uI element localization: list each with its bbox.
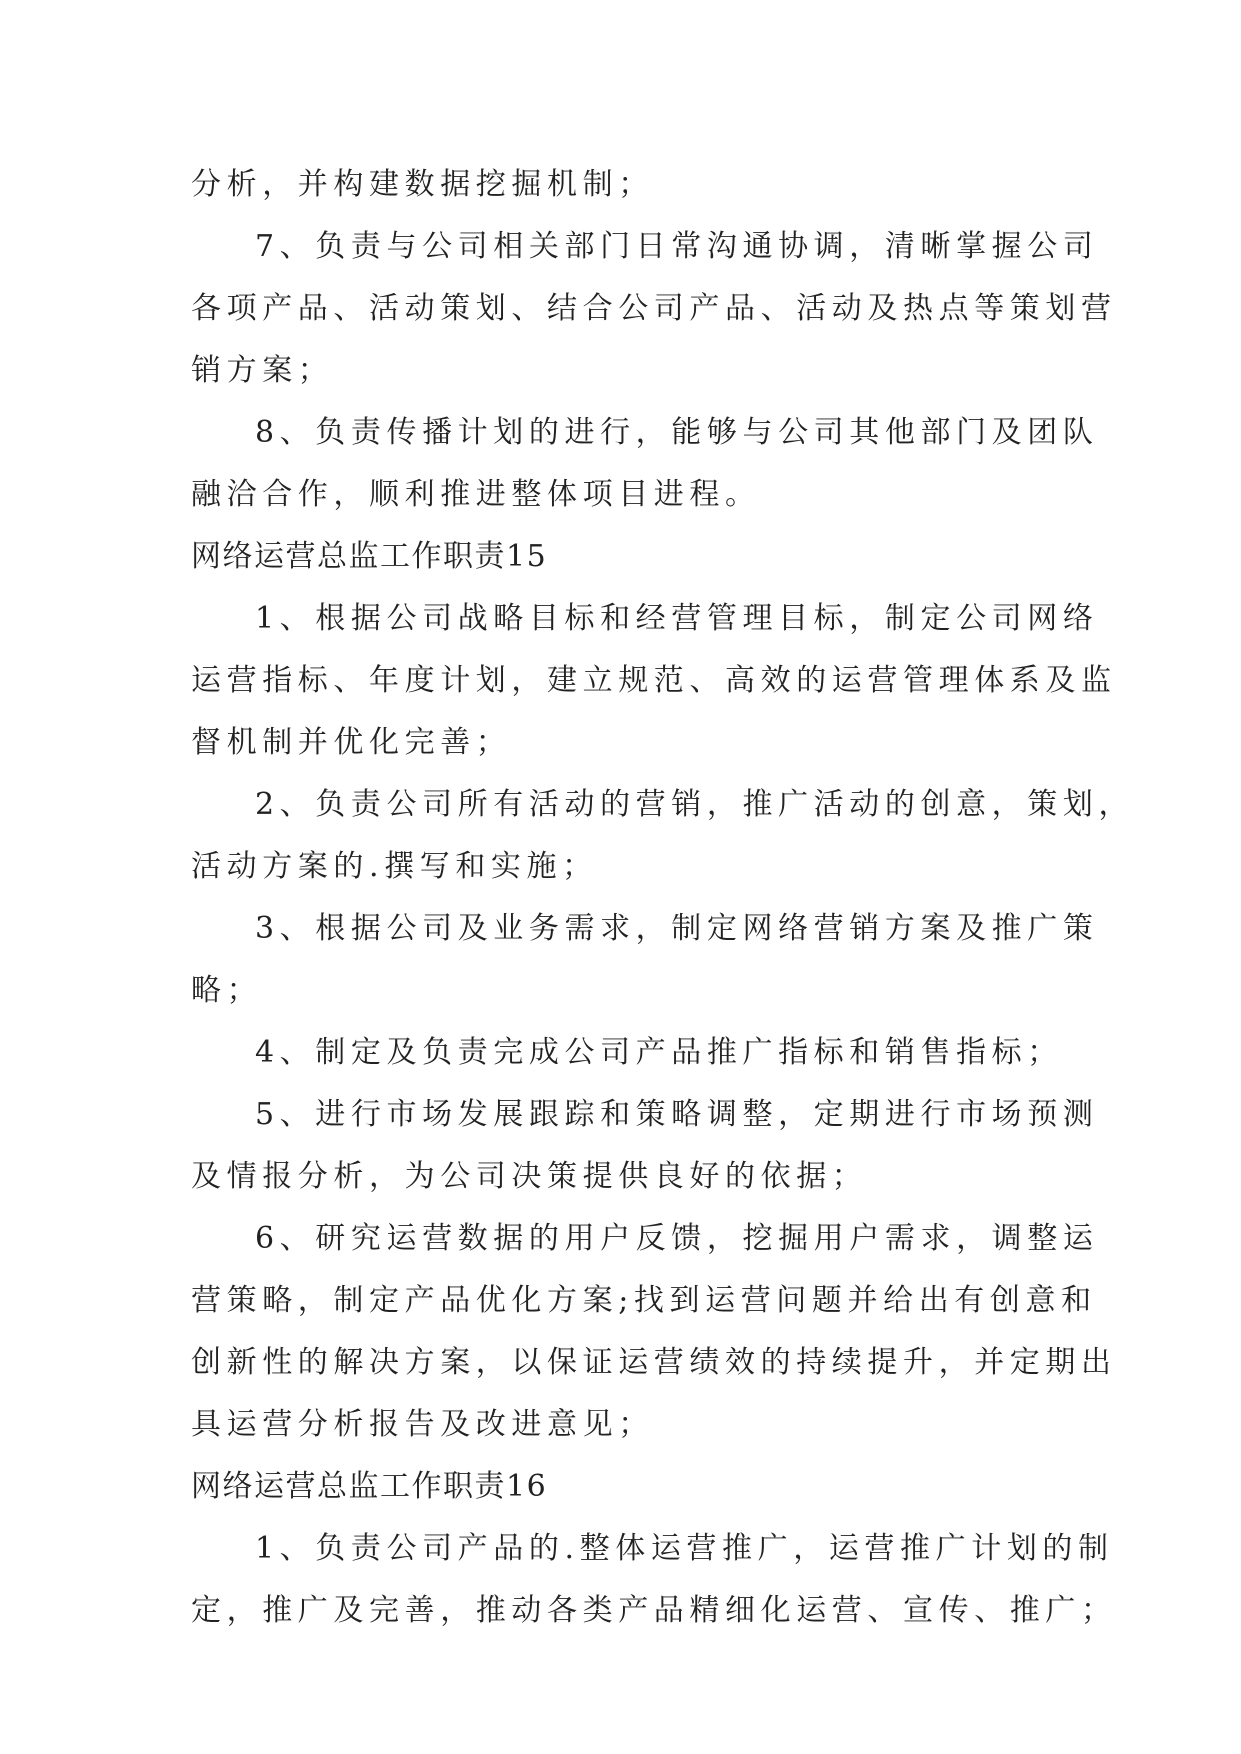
body-line: 销方案； bbox=[191, 353, 334, 388]
list-item-line: 5、进行市场发展跟踪和策略调整，定期进行市场预测 bbox=[255, 1097, 1099, 1132]
document-body bbox=[191, 154, 1135, 1642]
body-line: 及情报分析，为公司决策提供良好的依据； bbox=[191, 1159, 868, 1194]
list-item-line: 4、制定及负责完成公司产品推广指标和销售指标； bbox=[255, 1035, 1063, 1070]
body-line: 活动方案的.撰写和实施； bbox=[191, 849, 598, 884]
list-item-line: 1、负责公司产品的.整体运营推广，运营推广计划的制 bbox=[255, 1531, 1114, 1566]
list-item-line: 7、负责与公司相关部门日常沟通协调，清晰掌握公司 bbox=[255, 229, 1099, 264]
body-line: 运营指标、年度计划，建立规范、高效的运营管理体系及监 bbox=[191, 663, 1117, 698]
body-line: 具运营分析报告及改进意见； bbox=[191, 1407, 654, 1442]
body-line: 督机制并优化完善； bbox=[191, 725, 512, 760]
list-item-line: 3、根据公司及业务需求，制定网络营销方案及推广策 bbox=[255, 911, 1099, 946]
list-item-line: 2、负责公司所有活动的营销，推广活动的创意，策划， bbox=[255, 787, 1135, 822]
body-line: 定，推广及完善，推动各类产品精细化运营、宣传、推广； bbox=[191, 1593, 1117, 1628]
body-line: 营策略，制定产品优化方案;找到运营问题并给出有创意和 bbox=[191, 1283, 1097, 1318]
body-line: 分析，并构建数据挖掘机制； bbox=[191, 167, 654, 202]
body-line: 略； bbox=[191, 973, 263, 1008]
section-heading: 网络运营总监工作职责15 bbox=[191, 539, 548, 574]
body-line: 创新性的解决方案，以保证运营绩效的持续提升，并定期出 bbox=[191, 1345, 1117, 1380]
list-item-line: 8、负责传播计划的进行，能够与公司其他部门及团队 bbox=[255, 415, 1099, 450]
section-heading: 网络运营总监工作职责16 bbox=[191, 1469, 548, 1504]
list-item-line: 6、研究运营数据的用户反馈，挖掘用户需求，调整运 bbox=[255, 1221, 1099, 1256]
body-line: 各项产品、活动策划、结合公司产品、活动及热点等策划营 bbox=[191, 291, 1117, 326]
body-line: 融洽合作，顺利推进整体项目进程。 bbox=[191, 477, 761, 512]
list-item-line: 1、根据公司战略目标和经营管理目标，制定公司网络 bbox=[255, 601, 1099, 636]
